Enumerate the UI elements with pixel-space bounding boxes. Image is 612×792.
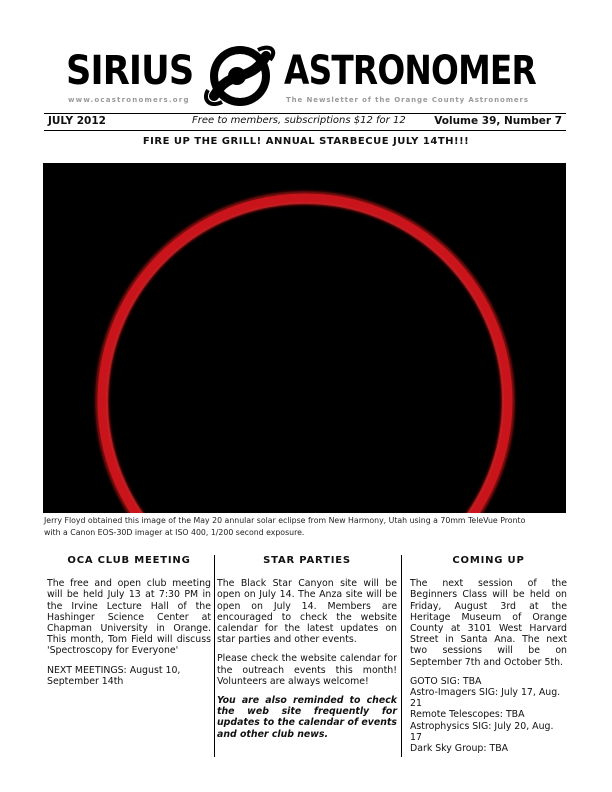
sig-item: GOTO SIG: TBA: [410, 675, 482, 687]
column-star-parties: [217, 555, 397, 748]
site-url[interactable]: www.ocastronomers.org: [68, 96, 190, 104]
column-coming-up: [410, 555, 567, 754]
sig-item: Remote Telescopes: TBA: [410, 709, 525, 721]
column-club-meeting: [47, 555, 211, 695]
beginners-class-text: The next session of the Beginners Class will be held on Friday, August 3rd at the Heritage Museum of Orange County at 3101 West Harvard Street in Santa Ana. The next two sessions will be on September 7th and October 5th.: [410, 578, 567, 668]
issue-date: JULY 2012: [48, 115, 106, 127]
issue-volume: Volume 39, Number 7: [434, 115, 562, 127]
masthead-tagline: The Newsletter of the Orange County Astronomers: [286, 96, 529, 104]
club-meeting-text: The free and open club meeting will be held July 13 at 7:30 PM in the Irvine Lecture Hall of the Hashinger Science Center at Chapman University in Orange. This month, Tom Field will discuss 'Spectroscopy for Everyone': [47, 578, 211, 657]
coming-up-heading: COMING UP: [452, 555, 525, 566]
masthead-title-left: SIRIUS: [66, 48, 194, 94]
subscription-note: Free to members, subscriptions $12 for 12: [192, 115, 406, 126]
masthead-title-right: ASTRONOMER: [284, 48, 536, 94]
caption-line-1: Jerry Floyd obtained this image of the May 20 annular solar eclipse from New Harmony, Utah using a 70mm TeleVue Pronto: [44, 516, 526, 525]
masthead: [0, 38, 612, 113]
star-parties-text-2: Please check the website calendar for the outreach events this month! Volunteers are always welcome!: [217, 653, 397, 687]
sig-item: Astrophysics SIG: July 20, Aug. 17: [410, 720, 554, 743]
next-meetings-text: NEXT MEETINGS: August 10, September 14th: [47, 664, 181, 687]
sig-item: Astro-Imagers SIG: July 17, Aug. 21: [410, 687, 561, 710]
column-divider-2: [401, 555, 402, 757]
star-parties-reminder: You are also reminded to check the web site frequently for updates to the calendar of events and other club news.: [217, 695, 397, 740]
photo-caption: [44, 515, 566, 539]
issue-bar: [44, 115, 566, 131]
headline: FIRE UP THE GRILL! ANNUAL STARBECUE JULY 14TH!!!: [142, 136, 470, 147]
news-columns: [40, 555, 572, 755]
annular-eclipse-ring: [43, 163, 566, 513]
sirius-logo-icon: [200, 38, 280, 114]
column-divider-1: [214, 555, 215, 757]
eclipse-photo: [43, 163, 566, 513]
sig-item: Dark Sky Group: TBA: [410, 743, 509, 755]
star-parties-heading: STAR PARTIES: [263, 555, 351, 566]
club-meeting-heading: OCA CLUB MEETING: [67, 555, 191, 566]
top-rule: [44, 113, 566, 114]
issue-rule: [44, 130, 566, 131]
caption-line-2: with a Canon EOS-30D imager at ISO 400, 1/200 second exposure.: [44, 528, 305, 537]
star-parties-text-1: The Black Star Canyon site will be open on July 14. The Anza site will be open on July 14. Members are encouraged to check the website calendar for the latest updates on star parties and other events.: [217, 578, 397, 646]
